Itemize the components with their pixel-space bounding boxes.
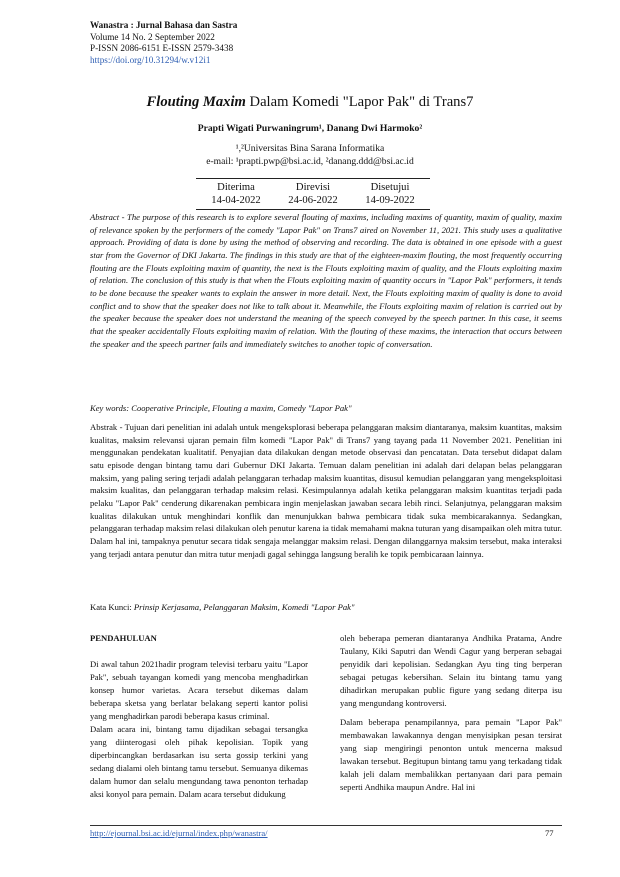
body-paragraph: Di awal tahun 2021hadir program televisi terbaru yaitu "Lapor Pak", sebuah tayangan komedi yang mencoba menghadirkan konsep humor varietas. Acara tersebut dikemas dalam beberapa sketsa yang berlatar belakang seperti kantor polisi yang menghadirkan parodi beberapa kasus criminal. <box>90 659 308 721</box>
keywords-list: Prinsip Kerjasama, Pelanggaran Maksim, Komedi "Lapor Pak" <box>133 602 355 612</box>
authors: Prapti Wigati Purwaningrum¹, Danang Dwi Harmoko² <box>197 123 423 134</box>
abstract-indonesian: Abstrak - Tujuan dari penelitian ini adalah untuk mengeksplorasi beberapa pelanggaran maksim diantaranya, maksim kuantitas, maksim kualitas, maksim relevansi ujaran pemain film komedi "Lapor Pak" di Trans7 yang tayang pada 11 November 2021. Penelitian ini menggunakan pendekatan kualitatif. Penyajian data dilakukan dengan metode observasi dan pencatatan. Data tersebut didapat dalam satu episode dengan bintang tamu dari Gubernur DKI Jakarta. Temuan dalam penelitian ini adalah dari delapan belas pelanggaran maksim, yang paling sering terjadi adalah pelanggaran terhadap maksim kuantitas, disusul kemudian pelanggaran yang mengeksploitasi maksim kualitas, dan pelanggaran terhadap maksim relasi. Kesimpulannya adalah ketika pelanggaran maksim kuantitas terjadi pada pelaku "Lapor Pak" cenderung dikarenakan pembicara ingin menjelaskan jawaban secara lebih rinci. Selanjutnya, pelanggaran maksim kualitas dilakukan untuk menghindari konflik dan menunjukkan bahwa pembicara tidak suka membicarakannya. Sedangkan, pelanggaran terhadap maksim relasi dilakukan oleh penutur karena ia tidak memahami makna tuturan yang disampaikan oleh mitra tutur. Dalam hal ini, tampaknya penutur secara tidak sengaja melanggar maksim relasi. Dengan dilanggarnya maksim tersebut, maka interaksi yang terjadi antara penutur dan mitra tutur menjadi gagal sehingga langsung beralih ke topik pembicaraan lainnya. <box>90 422 562 559</box>
affiliation <box>60 143 560 168</box>
institution: ¹,²Universitas Bina Sarana Informatika <box>235 143 385 154</box>
keywords-label: Kata Kunci: <box>90 602 134 612</box>
page-number: 77 <box>545 828 554 838</box>
date-label: Direvisi <box>295 182 331 193</box>
abstract-english: Abstract - The purpose of this research is to explore several flouting of maxims, including maxims of quantity, maxim of quality, maxim of relevance spoken by the performers of the comedy "Lapor Pak" on Trans7 aired on November 11, 2021. This study uses a qualitative approach. Providing of data is done by using the method of observing and recording. The data is obtained in one episode with a guest star from the Governor of DKI Jakarta. The findings in this study are that of the eighteen-maxim flouting, the most frequently occurring flouting are the Flouts exploiting maxim of quantity, the next is the Flouts exploiting maxim of quality, and the Flouts exploiting maxim of relation. The conclusion of this study is that when the Flouts exploiting maxim of quantity occurs in "Lapor Pak" performers, it tends to be done because the speaker wants to explain the answer in more detail. Next, the Flouts exploiting maxim of quality is done to avoid conflict and to show that the speaker does not like to talk about it. Meanwhile, the Flouts exploiting maxim of relation is carried out by the speaker because the speaker does not understand the meaning of the speech conveyed by the speech partner. In this case, it seems that the speaker accidentally Flouts exploiting maxim of relation. With the flouting of these maxims, the interaction that occurs between the speaker and the speech partner fails and immediately switches to another topic of conversation. <box>90 212 562 349</box>
footer-divider <box>90 825 562 826</box>
keywords-english: Key words: Cooperative Principle, Flouting a maxim, Comedy "Lapor Pak" <box>90 403 352 413</box>
journal-doi-link[interactable]: https://doi.org/10.31294/w.v12i1 <box>90 54 211 65</box>
date-value: 24-06-2022 <box>288 194 338 206</box>
footer-journal-link[interactable]: http://ejournal.bsi.ac.id/ejurnal/index.php/wanastra/ <box>90 828 268 838</box>
body-column-left <box>90 632 308 801</box>
body-column-right <box>340 632 562 794</box>
journal-header <box>90 20 237 66</box>
journal-name: Wanastra : Jurnal Bahasa dan Sastra <box>90 20 238 30</box>
title-rest: Dalam Komedi "Lapor Pak" di Trans7 <box>245 94 474 110</box>
submission-dates <box>196 178 430 210</box>
paper-title <box>60 93 560 111</box>
date-revised <box>273 182 353 207</box>
body-paragraph: Dalam beberapa penampilannya, para pemain "Lapor Pak" membawakan lawakannya dengan menyisipkan pesan tersirat yang siap mengiringi penonton untuk mencerna maksud lawakan tersebut. Begitupun bintang tamu yang terkadang tidak kalah jeli dalam membalikkan pertanyaan dari para pemain seperti Andhika maupun Andre. Hal ini <box>340 717 562 792</box>
journal-volume: Volume 14 No. 2 September 2022 <box>90 31 215 42</box>
date-value: 14-09-2022 <box>365 194 415 206</box>
date-label: Disetujui <box>370 182 410 193</box>
title-italic: Flouting Maxim <box>146 94 246 110</box>
date-received <box>196 182 276 207</box>
body-paragraph: oleh beberapa pemeran diantaranya Andhika Pratama, Andre Taulany, Kiki Saputri dan Wendi Cagur yang berperan sebagai penyidik dari kepolisian. Sedangkan Ayu ting ting berperan sebagai petugas kebersihan. Selain itu bintang tamu yang dihadirkan merupakan public figure yang sedang diterpa isu yang mengundang kontroversi. <box>340 633 562 708</box>
journal-issn: P-ISSN 2086-6151 E-ISSN 2579-3438 <box>90 43 234 54</box>
date-accepted <box>350 182 430 207</box>
date-label: Diterima <box>217 182 255 193</box>
author-emails: e-mail: ¹prapti.pwp@bsi.ac.id, ²danang.ddd@bsi.ac.id <box>206 155 414 167</box>
keywords-indonesian <box>90 601 562 614</box>
date-value: 14-04-2022 <box>211 194 261 206</box>
body-paragraph: Dalam acara ini, bintang tamu dijadikan sebagai tersangka yang diinterogasi oleh pihak kepolisian. Topik yang diperbincangkan berdasarkan isu serta gossip terkini yang sedang dialami oleh bintang tamu tersebut. Semuanya dikemas dalam humor dan selalu mengundang tawa penonton terhadap aksi konyol para pemain. Dalam acara tersebut didukung <box>90 724 308 799</box>
section-heading: PENDAHULUAN <box>90 633 157 643</box>
